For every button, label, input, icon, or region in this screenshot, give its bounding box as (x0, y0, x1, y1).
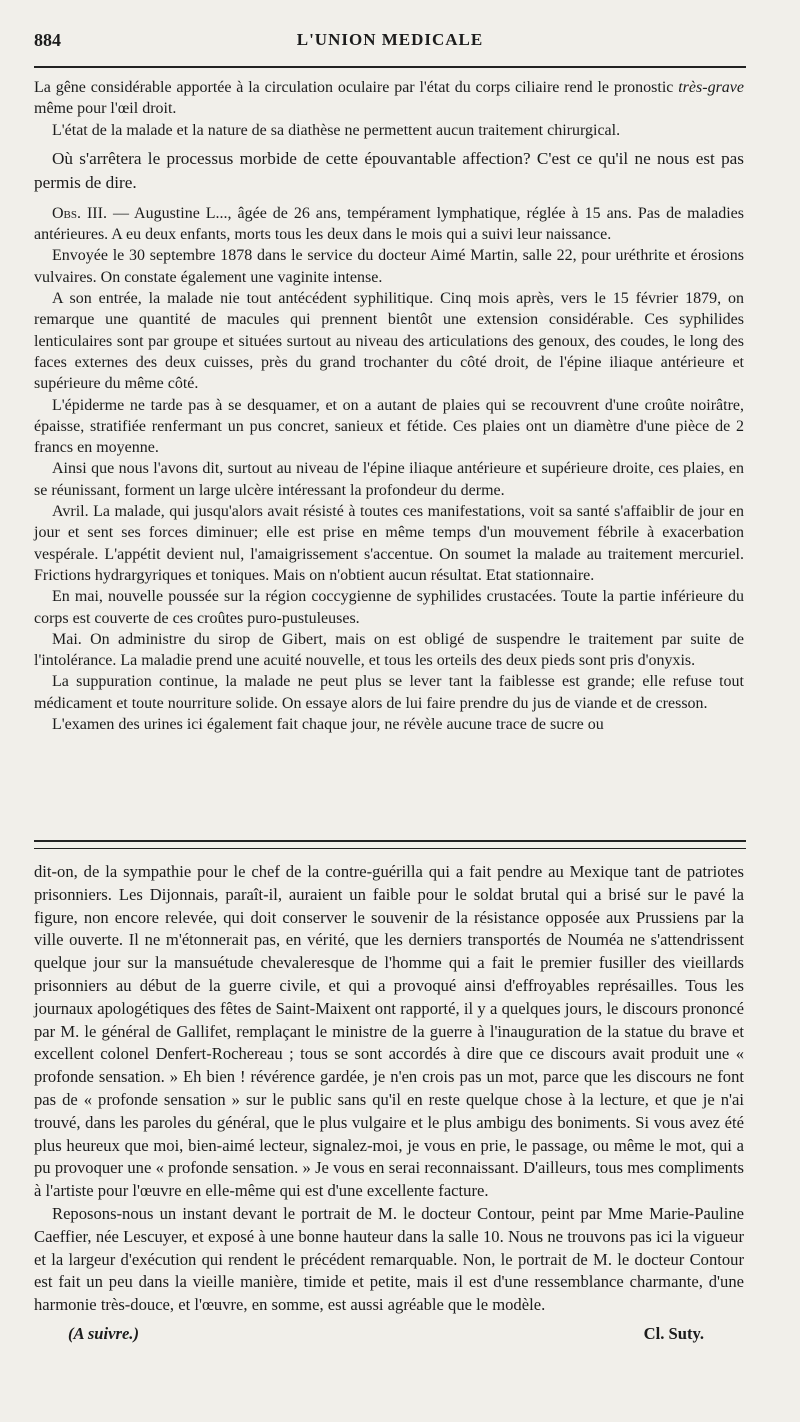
medical-article (34, 77, 744, 735)
article-paragraph: Avril. La malade, qui jusqu'alors avait résisté à toutes ces manifestations, voit sa santé s'affaiblir de jour en jour et sent ses forces diminuer; elle est prise en même temps d'un mouvement fébrile à exacerbation vespérale. L'appétit devient nul, l'amaigrissement s'accentue. On soumet la malade au traitement mercuriel. Frictions hydrargyriques et toniques. Mais on n'obtient aucun résultat. Etat stationnaire. (34, 503, 744, 584)
article-text: même pour l'œil droit. (34, 100, 177, 118)
observation-heading: Obs. III. (52, 204, 107, 222)
article-emphasis: très-grave (678, 79, 744, 96)
page-number: 884 (34, 30, 61, 50)
article-paragraph: A son entrée, la malade nie tout antécédent syphilitique. Cinq mois après, vers le 15 février 1879, on remarque une quantité de macules qui prennent bientôt une extension considérable. Ces syphilides lenticulaires sont par groupe et situées surtout au niveau des articulations des genoux, des coudes, le long des faces externes des deux cuisses, près du grand trochanter du côté droit, de l'épine iliaque antérieure et supérieure du même côté. (34, 290, 744, 393)
observation-paragraph (34, 203, 744, 246)
article-paragraph: L'épiderme ne tarde pas à se desquamer, et on a autant de plaies qui se recouvrent d'une croûte noirâtre, épaisse, stratifiée renfermant un pus concret, sanieux et fétide. Ces plaies ont un diamètre d'une pièce de 2 francs en moyenne. (34, 396, 744, 457)
article-paragraph: L'examen des urines ici également fait chaque jour, ne révèle aucune trace de sucre ou (52, 716, 604, 734)
article-paragraph: Envoyée le 30 septembre 1878 dans le service du docteur Aimé Martin, salle 22, pour uréthrite et érosions vulvaires. On constate également une vaginite intense. (34, 247, 744, 286)
running-head: L'UNION MEDICALE (296, 30, 484, 49)
to-be-continued: (A suivre.) (68, 1323, 139, 1343)
article-paragraph-question: Où s'arrêtera le processus morbide de cette épouvantable affection? C'est ce qu'il ne nous est pas permis de dire. (34, 148, 744, 192)
article-paragraph: Ainsi que nous l'avons dit, surtout au niveau de l'épine iliaque antérieure et supérieure droite, ces plaies, en se réunissant, forment un large ulcère intéressant la profondeur du derme. (34, 460, 744, 499)
article-text: La gêne considérable apportée à la circulation oculaire par l'état du corps ciliaire rend le pronostic (34, 79, 674, 96)
article-paragraph: Mai. On administre du sirop de Gibert, mais on est obligé de suspendre le traitement par suite de l'intolérance. La maladie prend une acuité nouvelle, et tous les orteils des deux pieds sont pris d'onyxis. (34, 630, 744, 670)
article-paragraph: La suppuration continue, la malade ne peut plus se lever tant la faiblesse est grande; elle refuse tout médicament et toute nourriture solide. On essaye alors de lui faire prendre du jus de viande et de cresson. (34, 673, 744, 712)
feuilleton-paragraph: Reposons-nous un instant devant le portrait de M. le docteur Contour, peint par Mme Marie-Pauline Caeffier, née Lescuyer, et exposé à une bonne hauteur dans la salle 10. Nous ne trouvons pas ici la vigueur et la largeur d'exécution qui rendent le précédent remarquable. Non, le portrait de M. le docteur Contour est fait un peu dans la vieille manière, timide et petite, mais il est d'une ressemblance charmante, d'une harmonie très-douce, et l'œuvre, en somme, est aussi agréable que le modèle. (34, 1203, 744, 1315)
feuilleton-paragraph: dit-on, de la sympathie pour le chef de la contre-guérilla qui a fait pendre au Mexique tant de patriotes prisonniers. Les Dijonnais, paraît-il, auraient un faible pour le soldat brutal qui a brisé sur le pavé la figure, non encore relevée, qui doit conserver le souvenir de la résistance opposée aux Prussiens par la ville ouverte. Il ne m'étonnerait pas, en vérité, que les derniers transportés de Nouméa ne s'attendrissent quelque jour sur la mansuétude chevaleresque de l'homme qui a fait le premier fusiller des vieillards prisonniers au début de la guerre civile, et qui a provoqué ainsi d'effroyables représailles. Tous les journaux apologétiques des fêtes de Saint-Maixent ont rapporté, il y a quelques jours, le discours prononcé par M. le général de Gallifet, remplaçant le ministre de la guerre à l'inauguration de la statue du brave et excellent colonel Denfert-Rochereau ; tous se sont accordés à dire que ce discours avait produit une « profonde sensation. » Eh bien ! révérence gardée, je n'en crois pas un mot, parce que les discours ne font pas de « profonde sensation » sur le public sans qu'il en reste quelque chose à la lecture, et que je n'ai trouvé, dans les paroles du général, que le plus vulgaire et le plus ambigu des boniments. Si vous avez été plus heureux que moi, bien-aimé lecteur, signalez-moi, je vous en prie, le passage, ou même le mot, qui a pu provoquer une « profonde sensation. » Je vous en serai reconnaissant. D'ailleurs, tous mes compliments à l'artiste pour l'œuvre en elle-même qui est d'une excellente facture. (34, 862, 744, 1201)
article-paragraph (34, 77, 744, 120)
page-header (34, 30, 746, 60)
article-paragraph: En mai, nouvelle poussée sur la région coccygienne de syphilides crustacées. Toute la partie inférieure du corps est couverte de ces croûtes puro-pustuleuses. (34, 588, 744, 627)
article-text: — Augustine L..., âgée de 26 ans, tempérament lymphatique, réglée à 15 ans. Pas de maladies antérieures. A eu deux enfants, morts tous les deux dans le mois qui a suivi leur naissance. (34, 204, 745, 244)
signature-line (34, 1323, 744, 1349)
header-rule (34, 66, 746, 68)
feuilleton-divider (34, 840, 746, 849)
feuilleton-section (34, 861, 744, 1349)
author-signature: Cl. Suty. (643, 1323, 704, 1343)
article-paragraph: L'état de la malade et la nature de sa diathèse ne permettent aucun traitement chirurgical. (52, 121, 621, 139)
